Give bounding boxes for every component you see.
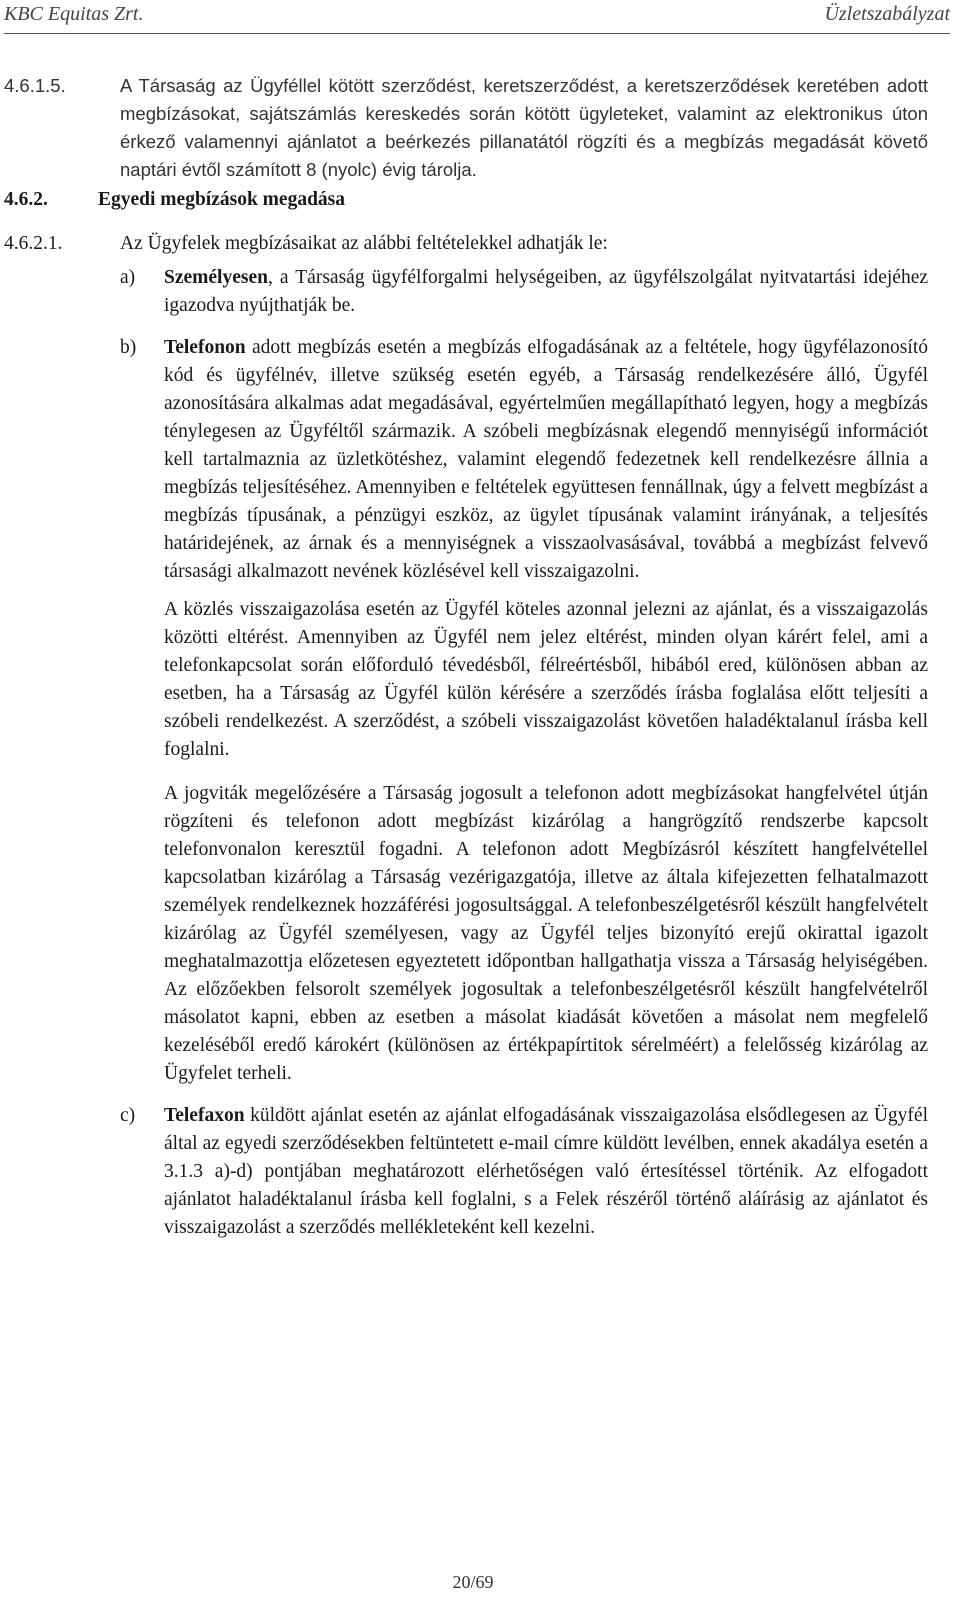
- list-item-text: , a Társaság ügyfélforgalmi helységeiben, az ügyfélszolgálat nyitvatartási idejéhez igazodva nyújthatják be.: [164, 267, 928, 316]
- list-item-c: [4, 1102, 928, 1242]
- section-number: 4.6.2.: [4, 189, 48, 210]
- section-text: A Társaság az Ügyféllel kötött szerződést, keretszerződést, a keretszerződések keretében adott megbízásokat, sajátszámlás kereskedés során kötött ügyleteket, valamint az elektronikus úton érkező valamennyi ajánlatot a beérkezés pillanatától rögzíti és a megbízás megadását követő naptári évtől számított 8 (nyolc) évig tárolja.: [120, 75, 928, 180]
- list-item-keyword: Személyesen: [164, 267, 268, 288]
- list-item-label: b): [120, 337, 137, 358]
- list-item-b-continuation-2: A jogviták megelőzésére a Társaság jogosult a telefonon adott megbízásokat hangfelvétel útján rögzíteni és telefonon adott megbízást kizárólag a hangrögzítő rendszerbe kapcsolt telefonvonalon keresztül fogadni. A telefonon adott Megbízásról készített hangfelvétellel kapcsolatban kizárólag a Társaság vezérigazgatója, illetve az általa kifejezetten felhatalmazott személyek rendelkeznek hozzáférési jogosultsággal. A telefonbeszélgetésről készült hangfelvételt kizárólag az Ügyfél személyesen, vagy az Ügyfél teljes bizonyító erejű okirattal igazolt meghatalmazottja előzetesen egyeztetett időpontban hallgathatja vissza a Társaság helyiségében. Az előzőekben felsorolt személyek jogosultak a telefonbeszélgetésről készült hangfelvételről másolatot kapni, ebben az esetben a másolat kiadását követően a másolat nem megfelelő kezeléséből eredő károkért (különösen az értékpapírtitok sérelméért) a felelősség kizárólag az Ügyfelet terheli.: [164, 783, 928, 1084]
- list-item-body: [164, 264, 928, 320]
- header-company: KBC Equitas Zrt.: [4, 3, 144, 25]
- list-item-keyword: Telefaxon: [164, 1105, 245, 1126]
- section-number: 4.6.1.5.: [4, 75, 66, 96]
- document-body: [4, 72, 928, 1242]
- list-item-text: adott megbízás esetén a megbízás elfogadásának az a feltétele, hogy ügyfélazonosító kód és ügyfélnév, illetve szükség esetén egyéb, a Társaság rendelkezésére álló, Ügyfél azonosítására alkalmas adat megadásával, egyértelműen megállapítható legyen, hogy a megbízás ténylegesen az Ügyféltől származik. A szóbeli megbízásnak elegendő mennyiségű információt kell tartalmaznia az üzletkötéshez, valamint elegendő fedezetnek kell rendelkezésre állnia a megbízás teljesítéséhez. Amennyiben e feltételek együttesen fennállnak, úgy a felvett megbízást a megbízás típusának, a pénzügyi eszköz, az ügylet típusának valamint irányának, a teljesítés határidejének, az árnak és a mennyiségnek a visszaolvasásával, továbbá a megbízást felvevő társasági alkalmazott nevének közlésével kell visszaigazolni.: [164, 337, 928, 582]
- list-item-a: [4, 264, 928, 320]
- list-item-b: [4, 334, 928, 586]
- page-header: [4, 3, 950, 33]
- list-item-b-continuation-1: A közlés visszaigazolása esetén az Ügyfél köteles azonnal jelezni az ajánlat, és a visszaigazolás közötti eltérést. Amennyiben az Ügyfél nem jelez eltérést, minden olyan kárért felel, ami a telefonkapcsolat során előforduló tévedésből, félreértésből, hibából ered, különösen abban az esetben, ha a Társaság az Ügyfél külön kérésére a szerződés írásba foglalása előtt teljesíti a szóbeli rendelkezést. A szerződést, a szóbeli visszaigazolást követően haladéktalanul írásba kell foglalni.: [164, 599, 928, 760]
- list-item-keyword: Telefonon: [164, 337, 246, 358]
- section-number: 4.6.2.1.: [4, 233, 63, 254]
- page-number: 20/69: [452, 1572, 494, 1592]
- header-document-title: Üzletszabályzat: [824, 3, 950, 25]
- list-item-label: c): [120, 1105, 136, 1126]
- section-heading: Egyedi megbízások megadása: [98, 189, 346, 210]
- list-item-body: [164, 334, 928, 586]
- list-item-label: a): [120, 267, 136, 288]
- section-4-6-2-1: [4, 230, 928, 258]
- section-4-6-2: [4, 186, 928, 214]
- list-item-body: [164, 1102, 928, 1242]
- section-text: Az Ügyfelek megbízásaikat az alábbi feltételekkel adhatják le:: [120, 233, 608, 254]
- list-item-text: küldött ajánlat esetén az ajánlat elfogadásának visszaigazolása elsődlegesen az Ügyfél által az egyedi szerződésekben feltüntetett e-mail címre küldött levélben, ennek akadálya esetén a 3.1.3 a)-d) pontjában meghatározott elérhetőségen való értesítéssel történik. Az elfogadott ajánlatot haladéktalanul írásba kell foglalni, s a Felek részéről történő aláírásig az ajánlatot és visszaigazolást a szerződés mellékleteként kell kezelni.: [164, 1105, 928, 1238]
- header-divider: [4, 33, 950, 34]
- section-4-6-1-5: [4, 72, 928, 184]
